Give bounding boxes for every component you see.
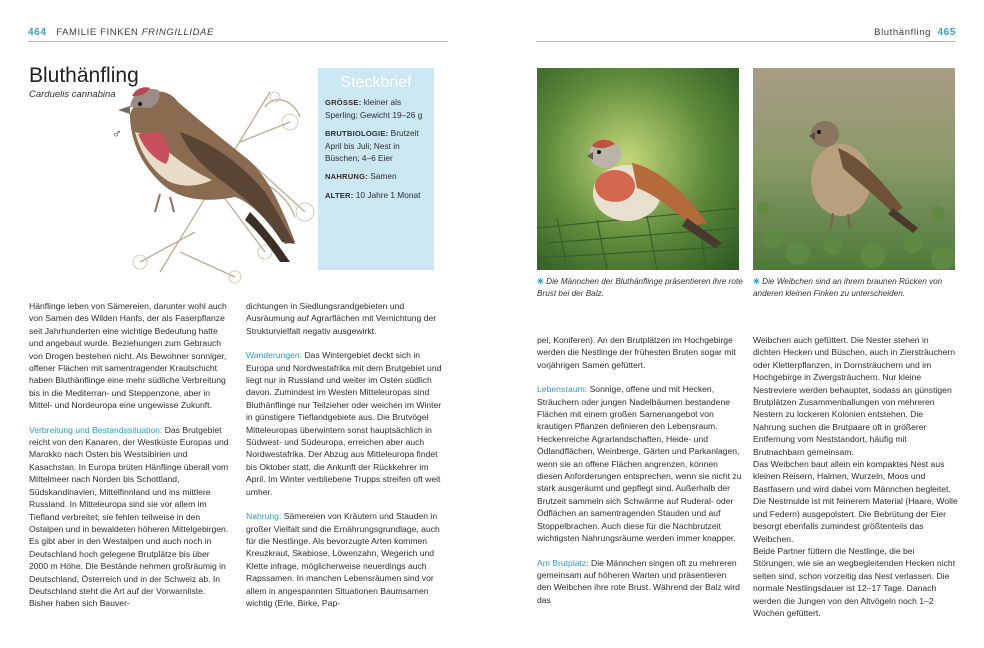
steckbrief-row: GRÖSSE: kleiner als Sperling; Gewicht 19–26 g bbox=[325, 97, 423, 120]
left-page-number: 464 bbox=[28, 27, 47, 38]
female-bird-photo bbox=[753, 68, 955, 270]
steckbrief-row: NAHRUNG: Samen bbox=[325, 171, 397, 181]
text-column-4 bbox=[753, 334, 958, 631]
text-column-3 bbox=[537, 334, 742, 618]
section-heading: Lebensraum: bbox=[537, 384, 588, 395]
section-heading: Wanderungen: bbox=[246, 350, 303, 361]
left-running-header bbox=[28, 27, 214, 38]
left-family-name: FRINGILLIDAE bbox=[141, 27, 214, 38]
photo-caption-female: ✱ Die Weibchen sind an ihrem braunen Rücken von anderen kleinen Finken zu unterscheiden. bbox=[753, 277, 943, 298]
paragraph: Weibchen auch gefüttert. Die Nester stehen in dichten Hecken und Büschen, auch in Ziersträuchern oder Kletterpflanzen, in Dornsträuchern und im Hochgebirge in Zwergsträuchern. Nur kleine Nestreviere werden behauptet, sodass an günstigen Brutplätzen Zusammenballungen von mehreren Nestern zu lockeren Kolonien entstehen. Die Nahrung suchen die Brutpaare oft in größerer Entfernung vom Neststandort, häufig mit Brutnachbarn gemeinsam. bbox=[753, 335, 956, 457]
steckbrief-row: BRUTBIOLOGIE: Brutzeit April bis Juli; Nest in Büschen; 4–6 Eier bbox=[325, 128, 419, 163]
right-header-title: Bluthänfling bbox=[874, 27, 932, 38]
text-column-2 bbox=[246, 300, 446, 621]
paragraph: Das Weibchen baut allein ein kompaktes Nest aus kleinen Reisern, Halmen, Wurzeln, Moos und Bastfasern und wird dabei vom Männchen begleitet. Die Nestmulde ist mit feinerem Material (Haare, Wolle und Federn) ausgepolstert. Die Bebrütung der Eier besorgt ebenfalls zumindest größtenteils das Weibchen. bbox=[753, 459, 958, 544]
paragraph: Beide Partner füttern die Nestlinge, die bei Störungen, wie sie an wegbegleitenden Hecken nicht selten sind, schon vorzeitig das Nest verlassen. Die normale Nestlingsdauer ist 12–17 Tage. Danach werden die Jungen von den Altvögeln noch 1–2 Wochen gefüttert. bbox=[753, 545, 956, 618]
photo-caption-male: ✱ Die Männchen der Bluthänflinge präsentieren ihre rote Brust bei der Balz. bbox=[537, 277, 743, 298]
paragraph: Nahrung: Sämereien von Kräutern und Stauden in großer Vielfalt sind die Ernährungsgrundlage, auch für die Nestlinge. Als bevorzugte Arten kommen Kreuzkraut, Skabiose, Löwenzahn, Wegerich und Klette infrage, möglicherweise neuerdings auch Rapssamen. In manchen Lebensräumen sind vor allem in angespannten Situationen Baumsamen wichtig (Erle, Birke, Pap- bbox=[246, 511, 440, 608]
steckbrief-row: ALTER: 10 Jahre 1 Monat bbox=[325, 190, 421, 200]
section-heading: Nahrung: bbox=[246, 511, 282, 522]
paragraph: dichtungen in Siedlungsrandgebieten und Ausräumung auf Agrarflächen mit Vernichtung der Strukturvielfalt negativ ausgewirkt. bbox=[246, 301, 437, 336]
left-section-title: FAMILIE FINKEN bbox=[56, 27, 139, 38]
text-column-1 bbox=[29, 300, 229, 622]
male-symbol: ♂ bbox=[112, 126, 122, 141]
left-header-rule bbox=[28, 41, 448, 42]
species-latin-name: Carduelis cannabina bbox=[29, 89, 116, 100]
steckbrief-box bbox=[318, 68, 434, 270]
section-heading: Verbreitung und Bestandssituation: bbox=[29, 424, 163, 435]
paragraph: pel, Koniferen). An den Brutplätzen im Hochgebirge werden die Nestlinge der frühesten Bruten sogar mit vorjährigen Samen gefüttert. bbox=[537, 335, 736, 370]
paragraph: Verbreitung und Bestandssituation: Das Brutgebiet reicht von den Kanaren, der Westküste Europas und Marokko nach Osten bis Westsibirien und Kasachstan. In Europa brüten Hänflinge überall vom Mittelmeer nach Norden bis Schottland, Südskandinavien, Mittelfinnland und ins mittlere Russland. In Mitteleuropa sind sie vor allem im Tiefland verbreitet; sie fehlen teilweise in den Ostalpen und in bewaldeten höheren Mittelgebirgen. Es gibt aber in den Westalpen und auch noch in Deutschland hoch gelegene Brutplätze bis über 2000 m Höhe. Die Bestände nehmen großräumig in Deutschland, Österreich und in der Schweiz ab. In Deutschland steht die Art auf der Vorwarnliste. Bisher haben sich Bauver- bbox=[29, 424, 229, 609]
right-running-header bbox=[874, 27, 956, 38]
right-header-rule bbox=[536, 41, 956, 42]
bird-illustration bbox=[100, 62, 315, 287]
right-page-number: 465 bbox=[937, 27, 956, 38]
species-title: Bluthänfling bbox=[29, 64, 139, 87]
steckbrief-title: Steckbrief bbox=[340, 74, 412, 91]
paragraph: Lebensraum: Sonnige, offene und mit Hecken, Sträuchern oder jungen Nadelbäumen bestandene Flächen mit einem großen Samenangebot von krautigen Pflanzen definieren den Lebensraum. Heckenreiche Agrarlandschaften, Heide- und Ödlandflächen, Weinberge, Gärten und Parkanlagen, wenn sie an offene Flächen angrenzen, können diesen Anforderungen entsprechen, wenn sie nicht zu stark ausgeräumt und gepflegt sind. Außerhalb der Brutzeit sammeln sich Schwärme auf Ruderal- oder Ödflächen an samentragenden Stauden und auf Stoppelbrachen. Auch diese für die Nachbrutzeit wichtigsten Nahrungsräume werden immer knapper. bbox=[537, 384, 742, 544]
male-bird-photo bbox=[537, 68, 739, 270]
paragraph: Wanderungen: Das Wintergebiet deckt sich in Europa und Nordwestafrika mit dem Brutgebiet und liegt nur in Russland und weiter im Osten südlich davon. Zumindest im Westen Mitteleuropas sind Bluthänflinge nur Teilzieher oder weichen im Winter in günstigere Tieflandgebiete aus. Die Brutvögel Mitteleuropas überwintern sonst hauptsächlich in Südwest- und Südeuropa, erreichen aber auch Nordwestafrika. Der Abzug aus Mitteleuropa findet bis Oktober statt, die Ankunft der Rückkehrer im April. Im Winter verbliebene Trupps streifen oft weit umher. bbox=[246, 350, 442, 497]
paragraph: Hänflinge leben von Sämereien, darunter wohl auch von Samen des Wilden Hanfs, der als Faserpflanze seit Jahrhunderten eine wichtige Bedeutung hatte und angebaut wurde. Beziehungen zum Gebrauch von Drogen bestehen nicht. Als Bewohner sonniger, offener Flächen mit samentragender Krautschicht haben Bluthänflinge eine mehr südliche Verbreitung bis in die Mediterran- und Steppenzone, aber in Mittel- und Nordeuropa eine ungewisse Zukunft. bbox=[29, 301, 227, 411]
section-heading: Am Brutplatz: bbox=[537, 557, 589, 568]
paragraph: Am Brutplatz: Die Männchen singen oft zu mehreren gemeinsam auf höheren Warten und präsentieren den Weibchen ihre rote Brust. Während der Balz wird das bbox=[537, 557, 740, 605]
